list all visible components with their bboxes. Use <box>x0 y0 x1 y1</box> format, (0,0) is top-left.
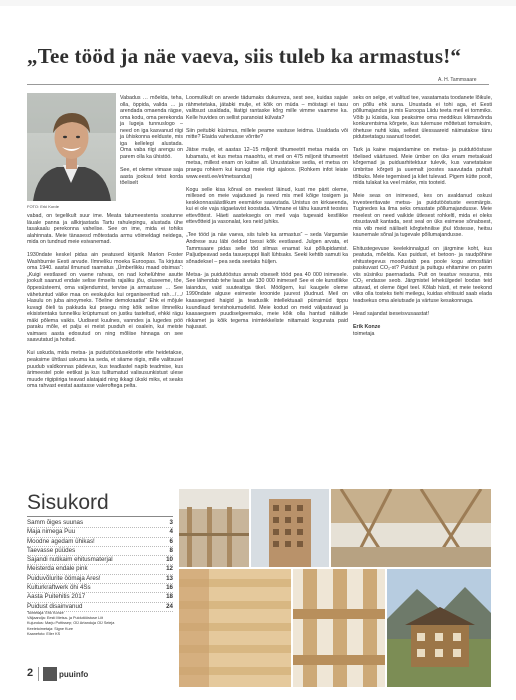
toc-item[interactable] <box>27 565 173 574</box>
paragraph: Ehitustegevuse keelekinnalgud on järgmine koht, kus peatuda, mõelda. Kas puidust, et betoon- ja raudpõhine ehitustegevus moodustab pea poole kogu atmosfääri paiskuvast CO₂-st? Puidust ja puitugu ehitamine on parim viis süsiniku paernadada. Puit on teastuv ressurss, mis CO₂ endasse seob. Järgmistel lehekülgedel loodan teid aitavad, et oleme õigel teel. Kõlab hästi, et meie teekond viiks olla tosteks tiehi meilegu, kuidas ehitisuid saab elada teadsekus oma aleiutsade ja värtuse kesakonnaga. <box>353 245 492 304</box>
paragraph: Head sajandat iseseisvusaastat! <box>353 311 429 318</box>
toc-item[interactable] <box>27 528 173 537</box>
collage-photo-wooden-tower <box>251 489 329 567</box>
toc-item-title: Puidust disainvanud <box>27 602 83 610</box>
toc-item[interactable] <box>27 593 173 602</box>
toc-item[interactable] <box>27 556 173 565</box>
paragraph: Metsa- ja puidutööstus annab otseselt tööd pea 40 000 inimesele. See lähendab tehe laualt ule 130 000 inimesel! See ei ole kunstlikke laiandus, vaid suuteatiga tikel. Möölgem, kui kaugele oleme 1990ndate alguse esimeste kroonide juurest jõudnud. Meil on kaasaegsed haigid ja teaduslik intellektuaali pürraimüd tippu kuundlaud tervishoiumudelid. Meie kodud on meid väljastavad ja kaasaegsem puudiselgeemaks, meie kõik olla hantud näiiiude rikkamet ja kõik tegema inimtekkeliste niitamaid kogunata paid hajusast. <box>186 271 348 331</box>
intro-column-narrow <box>120 95 183 193</box>
article-column-3 <box>353 95 492 337</box>
collage-photo-wood-structure <box>331 489 491 567</box>
toc-item-title: Kulturkraftwerk öhi 4Ss <box>27 584 91 592</box>
toc-item-page: 4 <box>169 528 173 536</box>
signature-name: Erik Konze <box>353 324 381 331</box>
article-column-2 <box>186 95 348 337</box>
toc-item-page: 12 <box>166 565 173 573</box>
toc-item-page: 18 <box>166 593 173 601</box>
top-bar <box>0 0 516 6</box>
article-column-1 <box>27 213 183 396</box>
imprint-line: Kaanefoto: Eller KS <box>27 631 61 636</box>
collage-photo-tower-interior <box>179 489 249 567</box>
toc-item[interactable] <box>27 538 173 547</box>
toc-item[interactable] <box>27 547 173 556</box>
imprint-line: Kujundus: Marju Pottissep; OÜ Artanduja OÜ Seleja <box>27 621 115 626</box>
toc-item-title: Aasta Puitehitis 2017 <box>27 593 86 601</box>
toc-title: Sisukord <box>27 491 109 514</box>
toc-item-page: 10 <box>166 556 173 564</box>
footer-separator <box>38 667 39 681</box>
paragraph: vabad, on tegelikult suur ime. Meata talumeestenta soatunne läuale panna ja allkirjastada Tartu rahulepingu, alustada ühe tasakaalu perekonna vahelise. See on ime, mida ei tohiks alahinnata. Meie tänasesd mõtestada armu vöimeldagi neidega, mida on tundnud meie esivanemad. <box>27 213 183 246</box>
collage-photo-wood-detail <box>293 569 385 687</box>
portrait-image <box>27 93 116 201</box>
toc-rule <box>27 516 173 517</box>
toc-item-page: 6 <box>169 537 173 545</box>
paragraph: Tark ja kaine majandamine on metsa- ja puidutööstuse tõelised väärtused. Meie ümber on üks enam metsakaid kõrgemad ja puiduarhitektuur tulevik, kus vanetatakse ümbritse kõrgeti ja uuemalt joostes saavutada puhtalt tõlbuks. Meie tegemised ja kilet tulevad. Pigem kütte poolt, mida tulakat ka veel märke, mis tooteid. <box>353 147 492 187</box>
paragraph: 1930ndate keskel pidas ain peatused kirjanik Marion Foster Washburnie Eesti arvude. Ilmneliku moeka Euroopas. Ta kirjutas oma 1940. aastal ilmunud raamatus „Ümberlikku maad otsimas“: „Kuigi eestlased on vaene rahvas, on nad kohelühtne asutte jookult saanud endale selise ilmselis rajaliku jõu, oluseeme, tõe, õppesüsteemi, oma valjendumist, tervise ja armastuse … See vähetuntud väike maa on eeskujuks kui organiseeritud rah…/…/ Hasulu on juba ainoymeks. Tõeline demokraatia!“ Ehk ei mõjule kuvagi õieli ta pakkuda kui praegu ning kõik selise ilmneliku ekisistentaks tunneliku krüptumust on justku tasteltud, ehkki rägu mäki põlema vaikis. Uudisest kuulnes, vanndes ja lugedes pöö paraku mõle, et palju ei meist pusduh ei osalein, kui meiste vaimaes aasta edosutud on ning mõliise hinnaga on see saavutatud ja hoitud. <box>27 252 183 344</box>
toc-item[interactable] <box>27 519 173 528</box>
table-of-contents <box>27 519 173 612</box>
paragraph: Loomulikult on arvede tädumaks dukurreza, sest see, kuidas sajale rähmetetaka, jätabki mulje, et kõik on müda – möistagi ei tasu valitsust usaldada, liiatigi rantaske kõrg mille vimme vaamme ka. Kelle huvides on sellist paranoiat külvata? <box>186 95 348 121</box>
collage-photo-alpine-building <box>387 569 491 687</box>
imprint-line: Väljaandja: Eesti Metsa- ja Puidutööstuse Liit <box>27 616 103 621</box>
article-headline: „Tee tööd ja näe vaeva, siis tuleb ka armastus!“ <box>27 44 462 68</box>
paragraph: Kogu selle kisa kõrval on meelest läinud, kust me pärit oleme, millesed on meie vajadused ja need mis meil kõige tosigem ja keskkonnasäästlikum eesmärke saavutada. Unistus on kirkaeenda, kui ei ole vaja rägaelavist koostada. Viimane ei tähu kasumit teostes ettevõttest. Häeti aasteksegis on meil vaja tugevaid kestlikke ettevõtteid ja vasonalat, kes neid juhiks. <box>186 186 348 226</box>
logo-text: puuinfo <box>59 669 89 679</box>
logo-mark-icon <box>43 667 57 681</box>
paragraph: See, et oleme vimase saja aasta jooksul teist korda tõeliselt <box>120 167 183 187</box>
paragraph: Kui uskuda, mida metsa- ja puidutööstusektorite ette heidetakse, peaksime ühtlasi uskuma ka seda, et siiame riigis, mille valitsusel puudub valdkonnas pädevus, kus teadlastel napib teadmise, kus ärimeestel pole eetikat ja kus tulltumatud valisusunkistust ulese muude riigipiiriga teavad alatajaid ning ikkagi ükski miks, et seaks oma rahvast eestat aastasse valeroftega pelta. <box>27 350 183 390</box>
toc-item-page: 24 <box>166 602 173 610</box>
toc-item-title: Maja nimega Puu <box>27 528 76 536</box>
page-number: 2 <box>27 667 34 679</box>
photo-credit: FOTO: Erki Korde <box>27 204 59 209</box>
toc-item-title: Sajandi nutikaim ehitusmaterjal <box>27 556 113 564</box>
toc-item-page: 8 <box>169 546 173 554</box>
paragraph: Siin peitubki küsimus, millele peame vastuse leidma. Usaldada või mitte? Etaida vahedusse võrrite? <box>186 127 348 141</box>
toc-item-page: 16 <box>166 584 173 592</box>
toc-item-page: 13 <box>166 574 173 582</box>
toc-item-page: 3 <box>169 519 173 526</box>
toc-item-title: Taevasse püüdes <box>27 546 76 554</box>
toc-item-title: Meisterda endale pink <box>27 565 88 573</box>
imprint-line: Keeletoimetaja: Signe Kure <box>27 626 74 631</box>
paragraph: „Tee tööd ja näe vaeva, siis tuleb ka armastus“ – seda Vargamäe Andrese suu läbi öeldud tsessi kõik eestlased. Julgen arvata, et Tammsaare pidas selle tõd silmas enamat kui põllupidamist. Paljudpeavad seda tasuepuppi liialt lühtsaks. Seeki kehtib samuti ka sõnadeksel – pea seda seetaks hüljen. <box>186 232 348 265</box>
headline-rule <box>27 84 489 85</box>
toc-item[interactable] <box>27 584 173 593</box>
quote-author: A. H. Tammsaare <box>438 77 477 83</box>
toc-item-title: Samm õiges suunas <box>27 519 84 526</box>
paragraph: seks on selge, et valitud tee, vasatamata toodanete lõikule, on põllu ehk suna. Unustada ei tohi aga, et Eesti põllumajandus ja mis Euroopa Liidu teeta meil ei tommiks. Võib ju küsida, kas peaksime oma meddikus kliimavõnda konkurentsima kõrgete, kus tulemuse mõttetust tomuksim, öhetuse nuhti käia, sellest ülessaareid näimatakse tänu pidutsetatagu saanud toodet. <box>353 95 492 141</box>
puuinfo-logo <box>43 667 88 681</box>
paragraph: Jätse mulje, et aastas 12–15 miljonit tihumeetrit metsa maida on lubamatu, et kus metsa maaohtu, et meil on 475 miljonit tihumeetrit metsa, millest enam on kaitse all. Unustatakse sedia, et metsa on praegu rohkem kui kunagi meie riigi ajaloos. (Rohkem infot leiate www.eesti.ee/et/metsandus) <box>186 147 348 180</box>
author-portrait-photo <box>27 93 116 201</box>
signature <box>353 324 492 337</box>
toc-item-title: Moodne agedam ühikas! <box>27 537 95 545</box>
paragraph: Vabadus … mõelda, teha, olla, öppida, valida … ja arendada omaenda rägse, oma kodu, oma perekonda ja lugeja tunnuslogo – need on iga kasvanud riigi ja ühiskonna eelduste, mis iga kellelegi alustada. Oma vaba riigi arengu on parem olla ka ühistöö. <box>120 95 184 160</box>
imprint-line: Toimetaja: Erik Konze <box>27 611 64 615</box>
paragraph: Meie seas on inimesed, kes on avaldanud oskusi investeeritavate metsa- ja puidutööstuste eesmärgis. Tuginedes ka ilma seks omastate põllumajandusse. Meie meelest on need vaikide ütlesest rohkeltl, mida ei oleks otsustavalt kantada, sest seal on üks esimese sõnabsest, mis viib meid näiliselt kõrgtehnilise jõul tõstesse, heitsu kaunemale sõnal ja tugevale põllumajandusse. <box>353 193 492 239</box>
toc-item-title: Puiduvõlurite öömaja Ares! <box>27 574 101 582</box>
signature-role: toimetaja <box>353 330 375 337</box>
imprint <box>27 611 173 637</box>
collage-photo-clt-panels <box>179 569 291 687</box>
toc-item[interactable] <box>27 575 173 584</box>
